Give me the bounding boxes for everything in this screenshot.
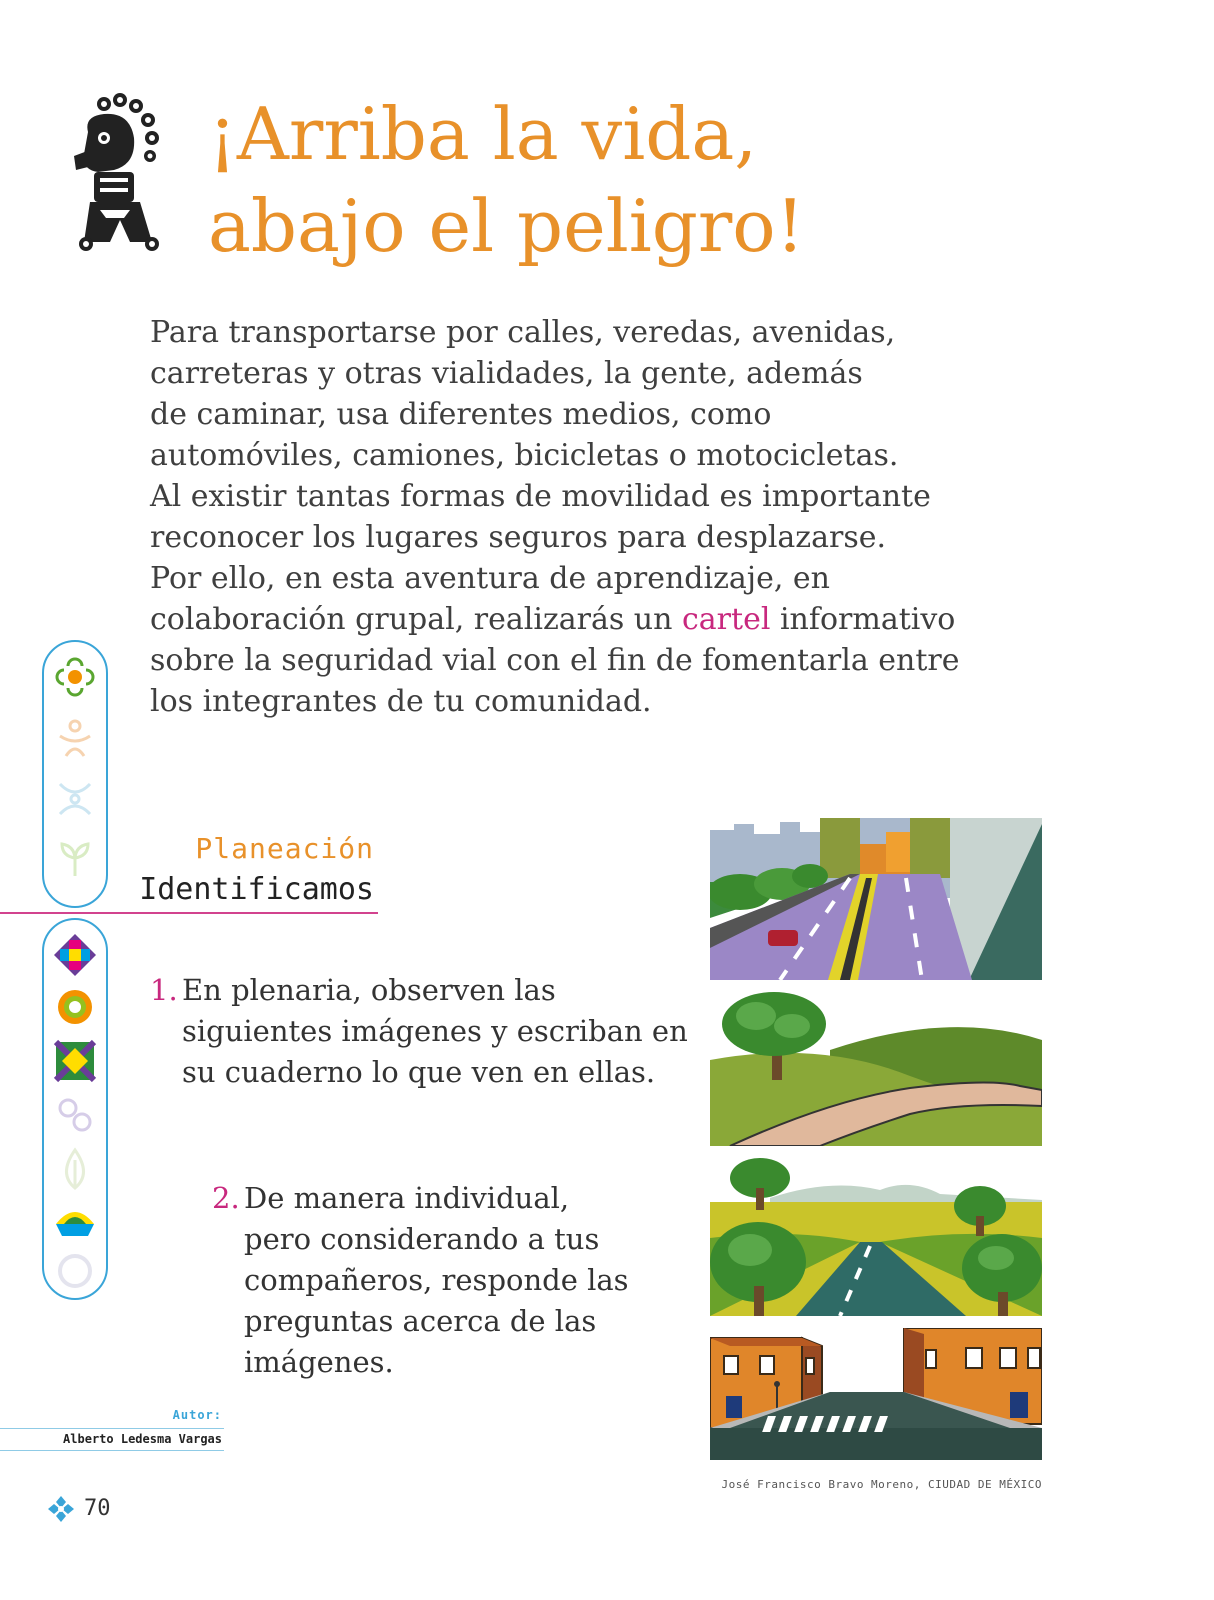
sprout-icon <box>52 834 98 880</box>
project-stages-rail <box>42 640 108 908</box>
activity-line: En plenaria, observen las <box>182 973 556 1007</box>
intro-line: reconocer los lugares seguros para desplazarse. <box>150 520 887 555</box>
illustration-credit: José Francisco Bravo Moreno, CIUDAD DE MÉXICO <box>721 1478 1042 1491</box>
page-title <box>208 88 1108 272</box>
intro-line: de caminar, usa diferentes medios, como <box>150 397 772 432</box>
intro-paragraph <box>150 312 1110 722</box>
activity-number: 2. <box>212 1181 240 1215</box>
intro-line: Por ello, en esta aventura de aprendizaje, en <box>150 561 830 596</box>
intro-line: los integrantes de tu comunidad. <box>150 684 652 719</box>
dancers-icon <box>52 716 98 762</box>
intro-line: automóviles, camiones, bicicletas o motocicletas. <box>150 438 899 473</box>
author-divider <box>0 1450 224 1451</box>
page-number: 70 <box>84 1496 111 1521</box>
activity-number: 1. <box>150 973 178 1007</box>
flower-icon <box>52 654 98 700</box>
author-name: Alberto Ledesma Vargas <box>63 1432 222 1446</box>
intro-line: carreteras y otras vialidades, la gente, además <box>150 356 863 391</box>
book-logo-icon <box>46 1494 76 1524</box>
campo-formativo-rail <box>42 918 108 1300</box>
activity-2 <box>212 1178 724 1383</box>
cross-diamond-icon <box>52 932 98 978</box>
cartel-keyword: cartel <box>681 602 771 637</box>
author-divider <box>0 1428 224 1429</box>
linked-figures-icon <box>52 776 98 822</box>
author-label: Autor: <box>172 1408 222 1422</box>
hills-path-illustration <box>710 990 1042 1146</box>
intro-line: Al existir tantas formas de movilidad es importante <box>150 479 931 514</box>
activity-line: su cuaderno lo que ven en ellas. <box>182 1055 656 1089</box>
activity-line: imágenes. <box>244 1345 394 1379</box>
section-label: Identificamos <box>139 872 374 907</box>
activity-line: siguientes imágenes y escriban en <box>182 1014 688 1048</box>
activity-line: compañeros, responde las <box>244 1263 629 1297</box>
aztec-glyph-icon <box>70 92 170 252</box>
city-avenue-illustration <box>710 818 1042 980</box>
intro-text: colaboración grupal, realizarás un <box>150 602 682 637</box>
activity-line: pero considerando a tus <box>244 1222 600 1256</box>
stage-label: Planeación <box>195 832 374 865</box>
intro-line: Para transportarse por calles, veredas, avenidas, <box>150 315 896 350</box>
section-divider <box>0 912 378 914</box>
fan-icon <box>52 1198 98 1244</box>
knot-icon <box>52 1092 98 1138</box>
activity-line: preguntas acerca de las <box>244 1304 597 1338</box>
countryside-road-illustration <box>710 1158 1042 1316</box>
activity-1 <box>150 970 742 1093</box>
leaf-icon <box>52 1146 98 1192</box>
title-line-1: ¡Arriba la vida, <box>208 92 758 176</box>
spiral-icon <box>52 984 98 1030</box>
x-square-icon <box>52 1038 98 1084</box>
circle-icon <box>52 1248 98 1294</box>
crosswalk-street-illustration <box>710 1328 1042 1460</box>
intro-line: sobre la seguridad vial con el fin de fomentarla entre <box>150 643 960 678</box>
activity-line: De manera individual, <box>244 1181 570 1215</box>
title-line-2: abajo el peligro! <box>208 184 805 268</box>
intro-text: informativo <box>770 602 956 637</box>
intro-line <box>150 599 1110 640</box>
